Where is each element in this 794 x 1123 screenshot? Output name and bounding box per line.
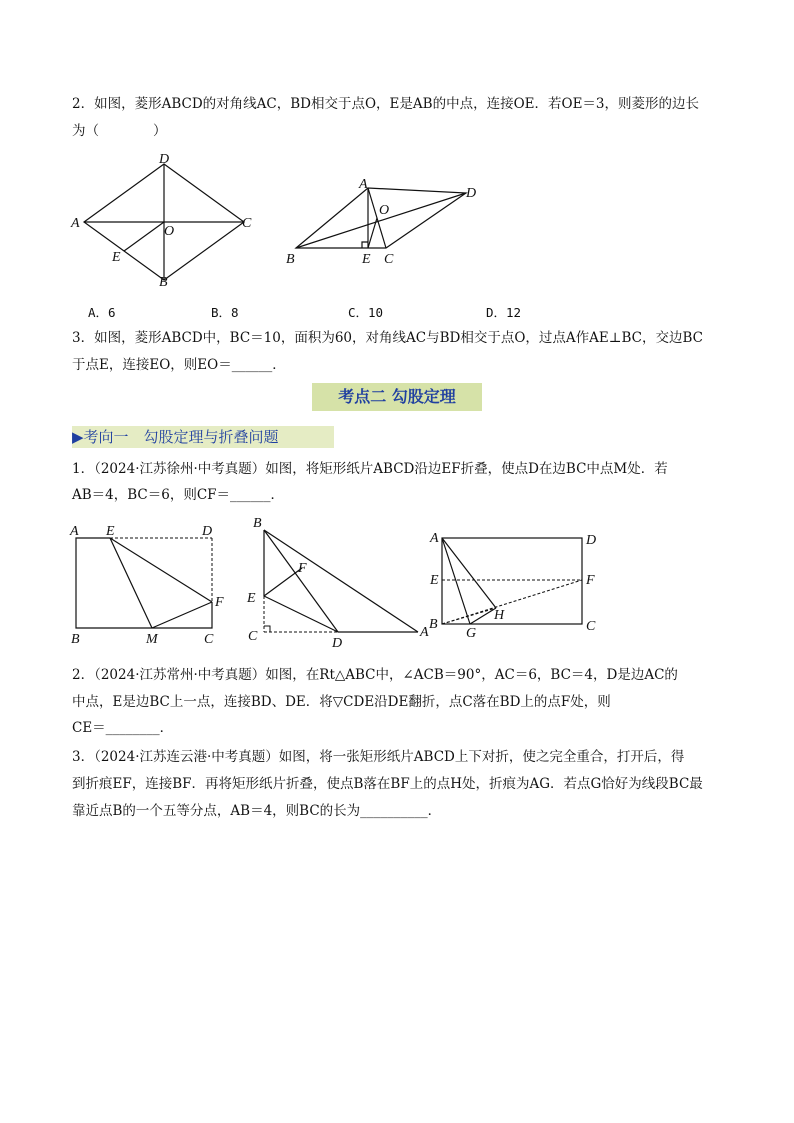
q3a-line2: 于点E，连接EO，则EO＝______． [72,357,286,373]
q3b-line3: 靠近点B的一个五等分点，AB＝4，则BC的长为__________． [72,803,442,819]
fig3-label-m: M [146,632,158,646]
q2a-line1: 2．如图，菱形ABCD的对角线AC，BD相交于点O，E是AB的中点，连接OE．若OE＝3，则菱形的边长 [72,96,700,112]
fig5-label-e: E [430,573,439,588]
crease-fold-figure [420,524,610,640]
fig5-label-h: H [494,608,505,623]
q2a-line2: 为（ ） [72,123,167,139]
fig2-label-c: C [384,252,394,267]
q3a-line1: 3．如图，菱形ABCD中，BC＝10，面积为60，对角线AC与BD相交于点O，过点A作AE⊥BC，交边BC [72,330,703,346]
triangle-fold-figure [242,510,442,648]
rhombus-figure-1 [68,150,268,292]
fig3-label-d: D [202,524,213,539]
fig3-label-c: C [204,632,214,646]
fig2-label-o: O [379,203,390,218]
fig1-label-o: O [164,224,175,239]
fig2-label-b: B [286,252,295,267]
fig4-label-e: E [247,591,256,606]
fig4-label-f: F [298,561,307,576]
fig5-label-b: B [429,617,438,632]
option-d[interactable]: D．12 [486,305,522,320]
fig4-label-c: C [248,629,258,644]
section-title: 考点二 勾股定理 [312,383,482,411]
q1-line1: 1．（2024·江苏徐州·中考真题）如图，将矩形纸片ABCD沿边EF折叠，使点D在边BC中点M处．若 [72,461,668,477]
fig5-label-d: D [586,533,597,548]
fig4-label-a: A [420,625,429,640]
fig2-label-a: A [359,177,368,192]
option-a[interactable]: A．6 [88,305,116,320]
option-b[interactable]: B．8 [211,305,239,320]
option-c[interactable]: C．10 [348,305,384,320]
fig2-label-d: D [466,186,477,201]
fig5-label-a: A [430,531,439,546]
fig5-label-g: G [466,626,477,640]
rectangle-fold-figure [66,520,236,646]
q3b-line2: 到折痕EF，连接BF．再将矩形纸片折叠，使点B落在BF上的点H处，折痕为AG．若点G恰好为线段BC最 [72,776,703,792]
fig1-label-b: B [159,275,168,290]
fig4-label-b: B [253,516,262,531]
subsection-title: ▶考向一 勾股定理与折叠问题 [72,426,334,448]
q2b-line1: 2．（2024·江苏常州·中考真题）如图，在Rt△ABC中，∠ACB＝90°，AC＝6，BC＝4，D是边AC的 [72,667,678,683]
fig5-label-c: C [586,619,596,634]
fig2-label-e: E [362,252,371,267]
fig3-label-f: F [215,595,224,610]
rhombus-figure-2 [280,172,490,267]
q2b-line3: CE＝________． [72,720,174,736]
fig1-label-a: A [71,216,80,231]
fig4-label-d: D [332,636,343,648]
fig5-label-f: F [586,573,595,588]
fig1-label-d: D [159,152,170,167]
fig3-label-b: B [71,632,80,646]
q2b-line2: 中点，E是边BC上一点，连接BD、DE．将▽CDE沿DE翻折，点C落在BD上的点F处，则 [72,694,611,710]
q1-line2: AB＝4，BC＝6，则CF＝______． [72,487,285,503]
fig3-label-e: E [106,524,115,539]
fig1-label-e: E [112,250,121,265]
fig3-label-a: A [70,524,79,539]
q3b-line1: 3．（2024·江苏连云港·中考真题）如图，将一张矩形纸片ABCD上下对折，使之完全重合，打开后，得 [72,749,685,765]
fig1-label-c: C [242,216,252,231]
